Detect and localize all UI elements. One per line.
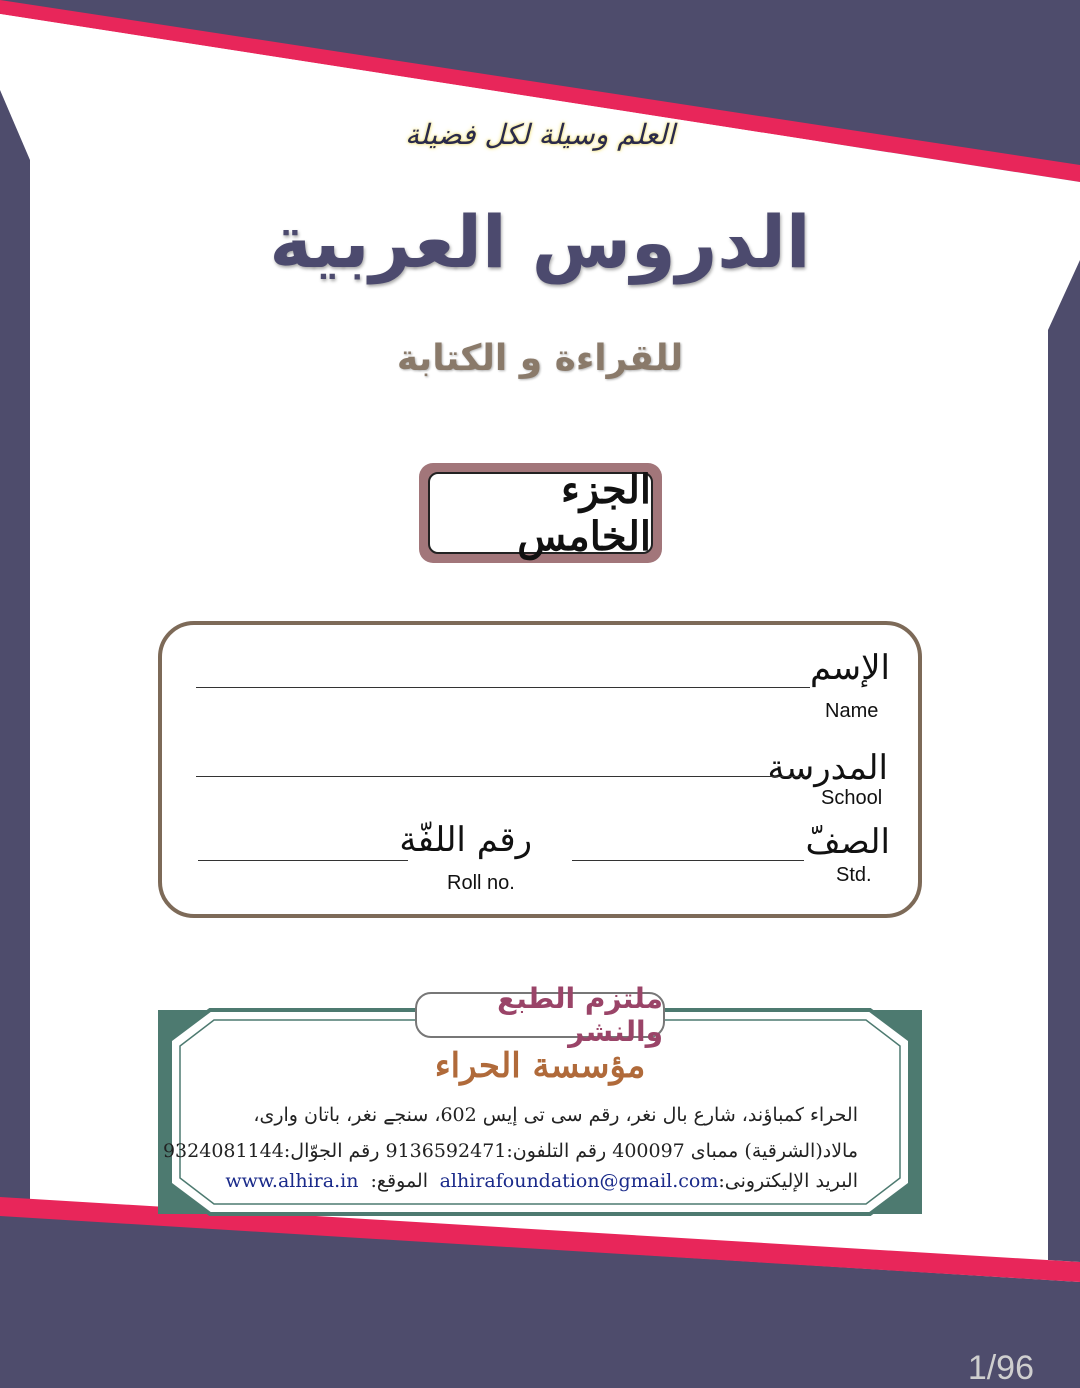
- motto: العلم وسيلة لكل فضيلة: [405, 118, 675, 151]
- roll-label-en: Roll no.: [447, 872, 515, 894]
- email-row: [440, 1170, 858, 1192]
- website-label: الموقع:: [370, 1170, 428, 1192]
- book-title: الدروس العربية: [269, 200, 811, 284]
- std-input-line[interactable]: [572, 860, 804, 861]
- name-input-line[interactable]: [196, 687, 810, 688]
- std-label-ar: الصفّ: [805, 822, 890, 862]
- publisher-header: ملتزم الطبع والنشر: [415, 992, 665, 1038]
- part-label: الجزء الخامس: [428, 472, 653, 554]
- name-label-en: Name: [825, 700, 879, 722]
- part-badge: [419, 463, 662, 563]
- school-label-ar: المدرسة: [767, 748, 888, 788]
- right-frame-band: [1048, 260, 1080, 1262]
- email-link[interactable]: alhirafoundation@gmail.com: [439, 1170, 719, 1192]
- school-label-en: School: [821, 787, 883, 809]
- roll-label-ar: رقم اللفّة: [399, 820, 532, 860]
- left-frame-band: [0, 90, 30, 1260]
- page-indicator: 1/96: [967, 1349, 1034, 1387]
- std-label-en: Std.: [836, 864, 872, 886]
- school-input-line[interactable]: [196, 776, 806, 777]
- publisher-name: مؤسسة الحراء: [434, 1046, 646, 1086]
- roll-input-line[interactable]: [198, 860, 408, 861]
- email-label: البريد الإليكترونى:: [718, 1170, 858, 1192]
- address-line-1: الحراء كمباؤند، شارع بال نغر، رقم سى تى إيس 602، سنجے نغر، باتان وارى،: [253, 1104, 858, 1126]
- website-link[interactable]: www.alhira.in: [225, 1170, 359, 1192]
- address-line-2: مالاد(الشرقية) ممباى 400097 رقم التلفون:9136592471 رقم الجوّال:9324081144: [162, 1140, 858, 1162]
- book-subtitle: للقراءة و الكتابة: [396, 338, 684, 379]
- website-row: [225, 1170, 428, 1192]
- name-label-ar: الإسم: [810, 648, 890, 688]
